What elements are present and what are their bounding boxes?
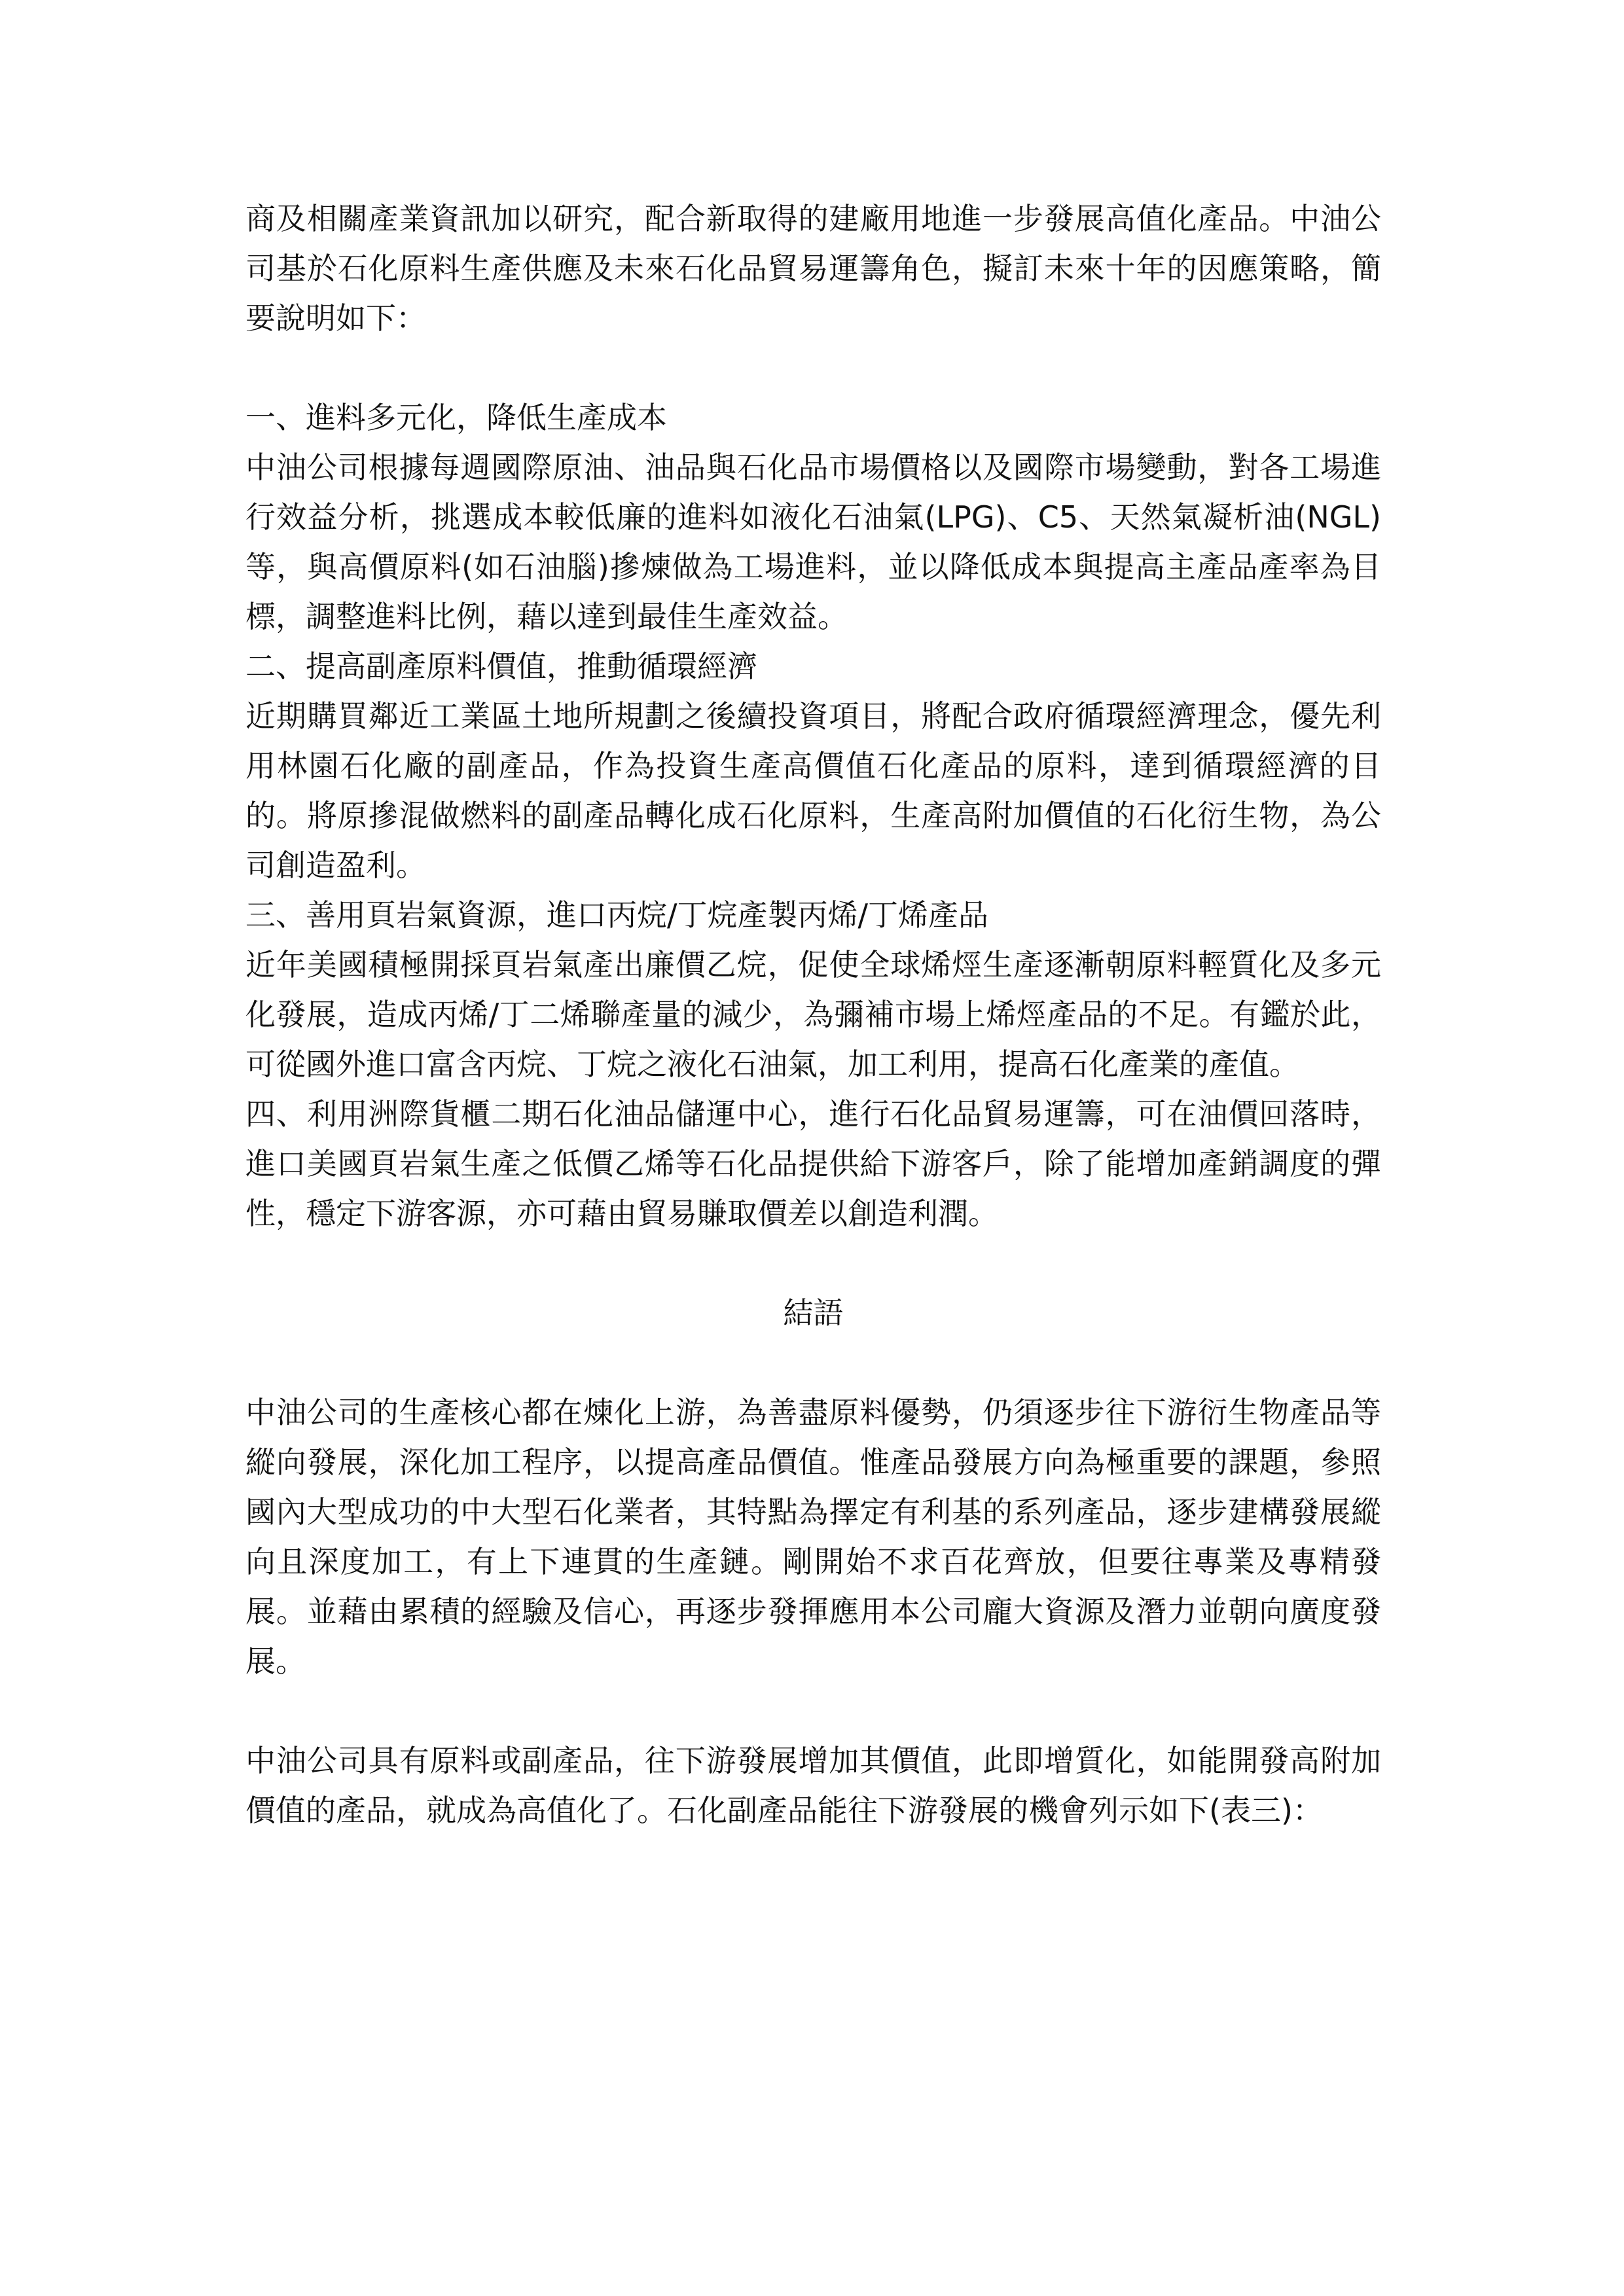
paragraph-spacer xyxy=(245,1686,1381,1736)
conclusion-paragraph-1: 中油公司的生產核心都在煉化上游，為善盡原料優勢，仍須逐步往下游衍生物產品等縱向發展，深化加工程序，以提高產品價值。惟產品發展方向為極重要的課題，參照國內大型成功的中大型石化業者，其特點為擇定有利基的系列產品，逐步建構發展縱向且深度加工，有上下連貫的生產鏈。剛開始不求百花齊放，但要往專業及專精發展。並藉由累積的經驗及信心，再逐步發揮應用本公司龐大資源及潛力並朝向廣度發展。 xyxy=(245,1395,1381,1679)
strategy-1-heading: 一、進料多元化，降低生產成本 xyxy=(245,400,667,435)
strategy-1-body: 中油公司根據每週國際原油、油品與石化品市場價格以及國際市場變動，對各工場進行效益分析，挑選成本較低廉的進料如液化石油氣(LPG)、C5、天然氣凝析油(NGL)等，與高價原料(如石油腦)摻煉做為工場進料，並以降低成本與提高主產品產率為目標，調整進料比例，藉以達到最佳生產效益。 xyxy=(245,450,1381,634)
paragraph-spacer xyxy=(245,1238,1381,1288)
strategy-3-heading: 三、善用頁岩氣資源，進口丙烷/丁烷產製丙烯/丁烯產品 xyxy=(245,897,988,933)
conclusion-paragraph-2: 中油公司具有原料或副產品，往下游發展增加其價值，此即增質化，如能開發高附加價值的產品，就成為高值化了。石化副產品能往下游發展的機會列示如下(表三)： xyxy=(245,1743,1381,1828)
paragraph-spacer xyxy=(245,1338,1381,1388)
strategy-2-heading: 二、提高副產原料價值，推動循環經濟 xyxy=(245,649,757,684)
document-body xyxy=(245,194,1381,1835)
conclusion-title: 結語 xyxy=(783,1295,844,1331)
intro-paragraph: 商及相關產業資訊加以研究，配合新取得的建廠用地進一步發展高值化產品。中油公司基於石化原料生產供應及未來石化品貿易運籌角色，擬訂未來十年的因應策略，簡要說明如下： xyxy=(245,201,1381,336)
strategy-3-body: 近年美國積極開採頁岩氣產出廉價乙烷，促使全球烯烴生產逐漸朝原料輕質化及多元化發展，造成丙烯/丁二烯聯產量的減少，為彌補市場上烯烴產品的不足。有鑑於此，可從國外進口富含丙烷、丁烷之液化石油氣，加工利用，提高石化產業的產值。 xyxy=(245,947,1381,1082)
strategy-2-body: 近期購買鄰近工業區土地所規劃之後續投資項目，將配合政府循環經濟理念，優先利用林園石化廠的副產品，作為投資生產高價值石化產品的原料，達到循環經濟的目的。將原摻混做燃料的副產品轉化成石化原料，生產高附加價值的石化衍生物，為公司創造盈利。 xyxy=(245,698,1381,883)
paragraph-spacer xyxy=(245,343,1381,393)
strategy-4-paragraph: 四、利用洲際貨櫃二期石化油品儲運中心，進行石化品貿易運籌，可在油價回落時，進口美國頁岩氣生產之低價乙烯等石化品提供給下游客戶，除了能增加產銷調度的彈性，穩定下游客源，亦可藉由貿易賺取價差以創造利潤。 xyxy=(245,1096,1381,1231)
